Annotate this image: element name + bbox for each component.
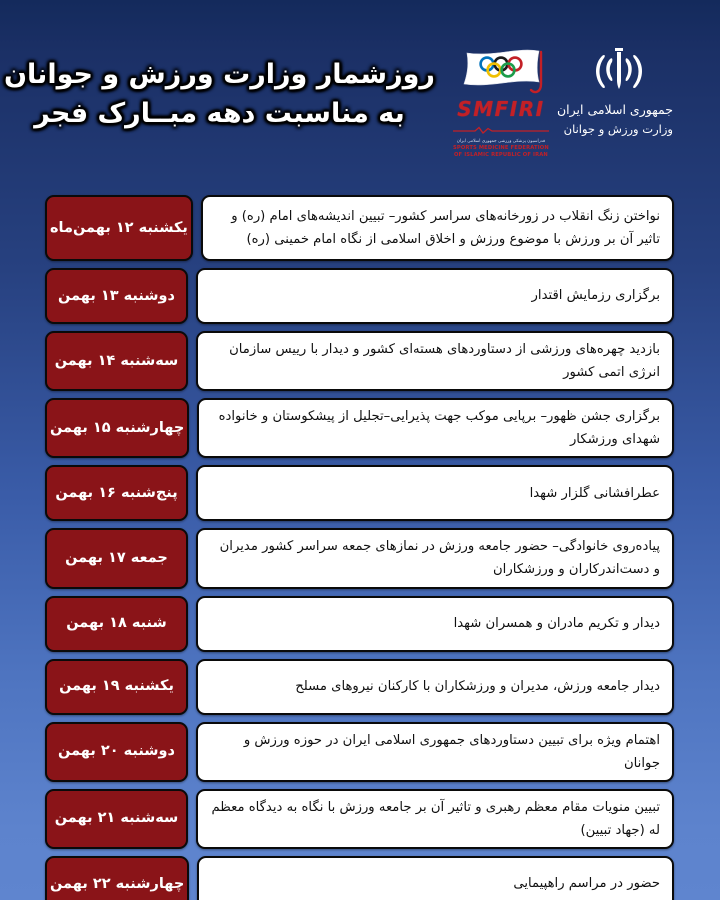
ministry-name-line-2: وزارت ورزش و جوانان [563,122,673,137]
poster-title-line-1: روزشمار وزارت ورزش و جوانان [4,59,435,91]
date-badge: سه‌شنبه ۲۱ بهمن [45,789,188,849]
event-card [196,465,674,521]
event-description: برگزاری جشن ظهور– برپایی موکب جهت پذیرایی–تجلیل از پیشکوستان و خانواده شهدای ورزشکار [218,409,660,448]
schedule-row [45,722,674,782]
date-badge: چهارشنبه ۲۲ بهمن [45,856,189,900]
event-card [201,195,674,261]
date-badge: پنج‌شنبه ۱۶ بهمن [45,465,188,521]
schedule-row [45,528,674,588]
event-card [196,331,674,391]
poster-header [0,0,720,185]
ministry-name-line-1: جمهوری اسلامی ایران [556,102,673,118]
olympic-flag-icon [451,44,551,98]
schedule-row [45,268,674,324]
event-card [196,528,674,588]
date-badge: شنبه ۱۸ بهمن [45,596,188,652]
date-badge: یکشنبه ۱۹ بهمن [45,659,188,715]
event-card [196,722,674,782]
event-description: تبیین منویات مقام معظم رهبری و تاثیر آن بر جامعه ورزش با نگاه به دیدگاه معظم له (جهاد تبیین) [211,799,660,838]
schedule-row [45,856,674,900]
event-card [197,856,674,900]
event-card [196,789,674,849]
poster-title-block [0,56,445,133]
event-description: پیاده‌روی خانوادگی– حضور جامعه ورزش در نمازهای جمعه سراسر کشور مدیران و دست‌اندرکاران و ورزشکاران [219,539,660,578]
event-card [196,659,674,715]
smfiri-federation-logo [445,44,557,159]
poster-title-line-2: به مناسبت دهه مبــارک فجر [34,97,405,129]
event-description: حضور در مراسم راهپیمایی [513,876,660,892]
event-description: بازدید چهره‌های ورزشی از دستاوردهای هسته‌ای کشور و دیدار با رییس سازمان انرژی اتمی کشور [229,342,660,381]
date-badge: چهارشنبه ۱۵ بهمن [45,398,189,458]
smfiri-wordmark: SMFIRI [457,97,545,122]
date-badge: دوشنبه ۱۳ بهمن [45,268,188,324]
schedule-row [45,789,674,849]
event-description: عطرافشانی گلزار شهدا [529,485,660,501]
date-badge: سه‌شنبه ۱۴ بهمن [45,331,188,391]
event-description: اهتمام ویژه برای تبیین دستاوردهای جمهوری اسلامی ایران در حوزه ورزش و جوانان [243,732,660,771]
event-card [196,596,674,652]
schedule-row [45,331,674,391]
event-card [196,268,674,324]
smfiri-caption-fa: فدراسیون پزشکی ورزشی جمهوری اسلامی ایران [456,139,546,145]
schedule-row [45,659,674,715]
schedule-row [45,465,674,521]
event-description: نواختن زنگ انقلاب در زورخانه‌های سراسر کشور– تبیین اندیشه‌های امام (ره) و تاثیر آن بر ورزش با موضوع ورزش و اخلاق اسلامی از نگاه امام خمینی (ره) [231,208,660,247]
iran-national-emblem-icon [591,46,647,96]
date-badge: جمعه ۱۷ بهمن [45,528,188,588]
ministry-logo [556,44,673,138]
date-badge: دوشنبه ۲۰ بهمن [45,722,188,782]
schedule-list [0,195,720,900]
heartbeat-line-icon [445,119,557,138]
event-description: دیدار جامعه ورزش، مدیران و ورزشکاران با کارکنان نیروهای مسلح [295,679,660,695]
logo-group [445,26,720,159]
schedule-row [45,398,674,458]
smfiri-caption-en-line-2: OF ISLAMIC REPUBLIC OF IRAN [453,152,548,159]
event-card [197,398,674,458]
schedule-row [45,195,674,261]
event-description: دیدار و تکریم مادران و همسران شهدا [453,616,660,632]
event-description: برگزاری رزمایش اقتدار [531,288,660,304]
schedule-row [45,596,674,652]
smfiri-caption-en-line-1: SPORTS MEDICINE FEDERATION [453,144,549,151]
date-badge: یکشنبه ۱۲ بهمن‌ماه [45,195,193,261]
